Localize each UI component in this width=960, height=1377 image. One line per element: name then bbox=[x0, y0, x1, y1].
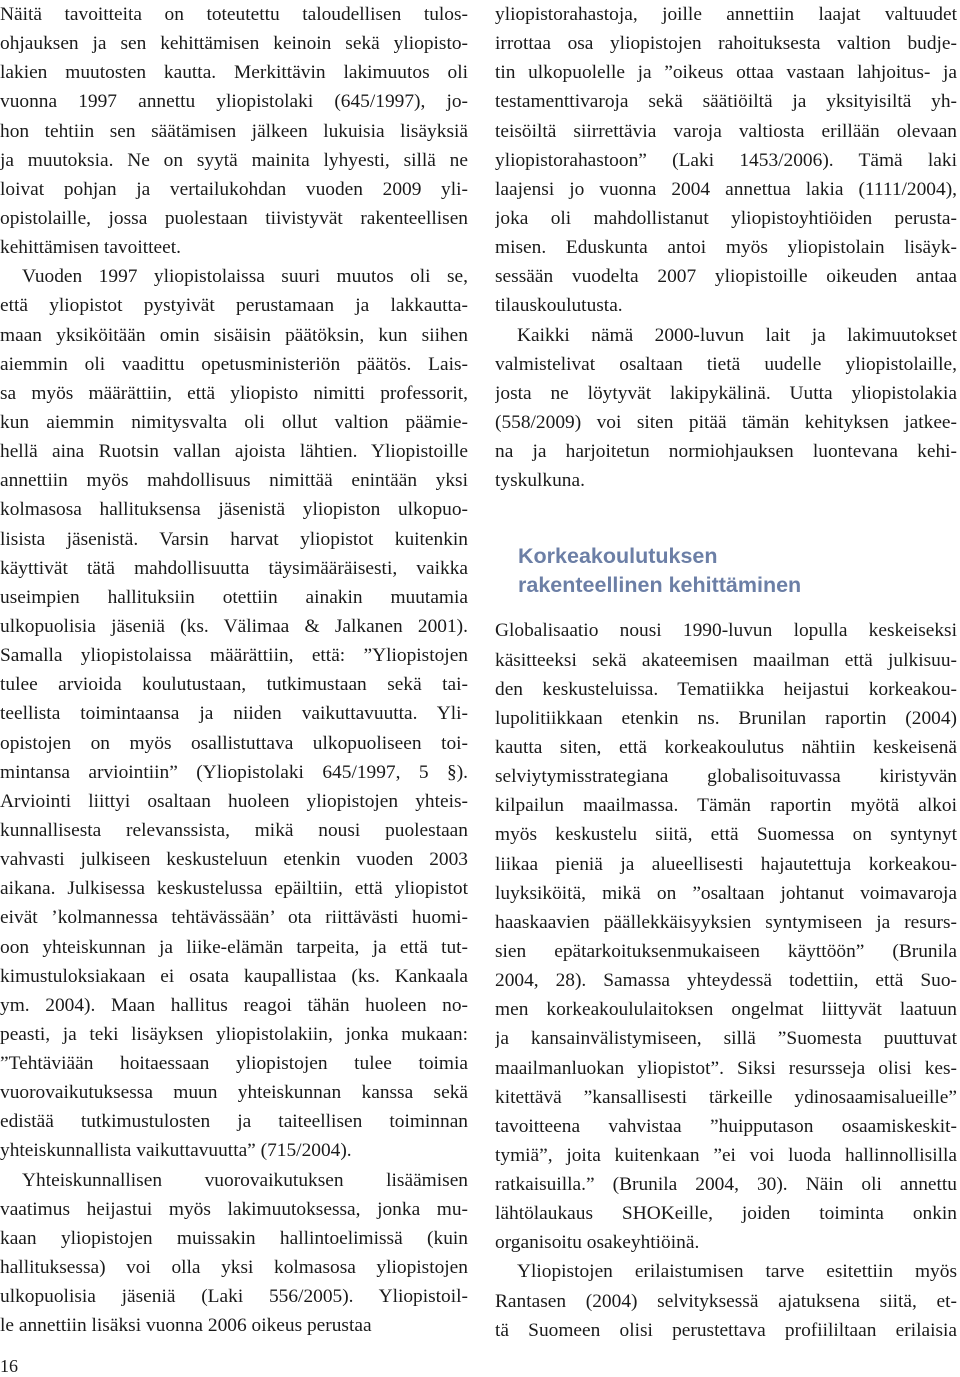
text-line: kimustuloksiakaan ei osata kaupallistaa (ks. Kankaala bbox=[0, 965, 468, 987]
text-line: Rantasen (2004) selvityksessä ajatuksena siitä, et- bbox=[495, 1290, 957, 1312]
text-line: tymiä”, joita kuitenkaan ”ei voi luoda hallinnollisilla bbox=[495, 1144, 957, 1166]
text-line: edistää tutkimustulosten ja taiteellisen toiminnan bbox=[0, 1111, 468, 1133]
text-line: yliopistorahastoon” (Laki 1453/2006). Tämä laki bbox=[495, 149, 957, 171]
text-line: kaan yliopistojen muissakin hallintoelimissä (kuin bbox=[0, 1227, 468, 1249]
text-line: (558/2009) voi siten pitää tämän kehityksen jatkee- bbox=[495, 411, 957, 433]
page-number: 16 bbox=[0, 1356, 18, 1376]
text-line: tilauskoulutusta. bbox=[495, 295, 623, 317]
text-line: men korkeakoululaitoksen ongelmat liittyvät laatuun bbox=[495, 999, 957, 1021]
left-column bbox=[0, 0, 468, 1340]
section-heading-line-2: rakenteellinen kehittäminen bbox=[518, 573, 802, 598]
text-line: yhteiskunnallista vaikuttavuutta” (715/2004). bbox=[0, 1140, 352, 1162]
text-line: myös keskustelu siitä, että Suomessa on syntynyt bbox=[495, 824, 957, 846]
text-line: kun aiemmin nimitysvalta oli ollut valtion päämie- bbox=[0, 411, 468, 433]
text-line: yliopistorahastoja, joille annettiin laajat valtuudet bbox=[495, 4, 957, 25]
text-line: kautta siten, että korkeakoulutus nähtiin keskeisenä bbox=[495, 736, 957, 758]
text-line: ja muutoksia. Ne on syytä mainita lyhyesti, sillä ne bbox=[0, 149, 468, 171]
text-line: teisöiltä siirrettävia varoja valtiosta erillään olevaan bbox=[495, 120, 957, 142]
text-line: sa myös määrättiin, että yliopisto nimitti professorit, bbox=[0, 382, 468, 404]
text-line: annettiin myös mahdollisuus nimittää enintään yksi bbox=[0, 470, 468, 492]
heading-spacer bbox=[495, 600, 957, 616]
text-line: lähtölaukaus SHOKeille, joiden toiminta onkin bbox=[495, 1203, 957, 1225]
text-line: lupolitiikkaan etenkin ns. Brunilan raportin (2004) bbox=[495, 707, 957, 729]
text-line: josta ne löytyvät lakipykälinä. Uutta yliopistolakia bbox=[495, 382, 957, 404]
text-line: Näitä tavoitteita on toteutettu taloudellisen tulos- bbox=[0, 4, 468, 25]
text-line: selviytymisstrategiana globalisoituvassa kiristyvän bbox=[495, 766, 957, 788]
right-column bbox=[495, 0, 957, 1345]
text-line: kunnallisesta relevanssista, mikä nousi puolestaan bbox=[0, 819, 468, 841]
text-line: ym. 2004). Maan hallitus reagoi tähän huoleen no- bbox=[0, 994, 468, 1016]
text-line: vaatimus heijastui myös lakimuutoksessa, jonka mu- bbox=[0, 1198, 468, 1220]
text-line: na ja harjoitetun normiohjauksen luontevana kehi- bbox=[495, 441, 957, 463]
text-line: tä Suomeen olisi perustettava profiililtaan erilaisia bbox=[495, 1319, 957, 1341]
paragraph-first-line: Yliopistojen erilaistumisen tarve esitettiin myös bbox=[517, 1261, 957, 1283]
text-line: luyksiköitä, mikä on ”osaltaan johtanut voimavaroja bbox=[495, 882, 957, 904]
text-line: maailmanluokan yliopistot”. Siksi resursseja olisi kes- bbox=[495, 1057, 957, 1079]
heading-spacer bbox=[495, 495, 957, 542]
text-line: eivät ’kolmannessa tehtävässään’ ota riittävästi huomi- bbox=[0, 907, 468, 929]
text-line: 2004, 28). Samassa yhteydessä todettiin, että Suo- bbox=[495, 970, 957, 992]
text-line: että yliopistot pystyivät perustamaan ja lakkautta- bbox=[0, 295, 468, 317]
text-line: peasti, ja teki lisäyksen yliopistolakiin, jonka mukaan: bbox=[0, 1023, 468, 1045]
text-line: hon tehtiin sen säätämisen jälkeen lukuisia lisäyksiä bbox=[0, 120, 468, 142]
text-line: aikana. Julkisessa keskustelussa epäiltiin, että yliopistot bbox=[0, 878, 468, 900]
paragraph-first-line: Vuoden 1997 yliopistolaissa suuri muutos oli se, bbox=[22, 266, 468, 288]
text-line: liikaa pieniä ja alueellisesti hajautettuja korkeakou- bbox=[495, 853, 957, 875]
text-line: ratkaisuilla.” (Brunila 2004, 30). Näin oli annettu bbox=[495, 1174, 957, 1196]
text-line: kitettävä ”kansallisesti tärkeille ydinosaamisalueille” bbox=[495, 1086, 957, 1108]
text-line: maan yksiköitään omin sisäisin päätöksin, kun siihen bbox=[0, 324, 468, 346]
text-line: Arviointi liittyi osaltaan huoleen yliopistojen yhteis- bbox=[0, 790, 468, 812]
text-line: tyskulkuna. bbox=[495, 470, 585, 492]
text-line: opistojen on myös osallistuttava ulkopuoliseen toi- bbox=[0, 732, 468, 754]
text-line: testamenttivaroja sekä säätiöiltä ja yksityisiltä yh- bbox=[495, 91, 957, 113]
text-line: Samalla yliopistolaissa määrättiin, että: ”Yliopistojen bbox=[0, 645, 468, 667]
text-line: vuorovaikutuksessa muun yhteiskunnan kanssa sekä bbox=[0, 1082, 468, 1104]
text-line: lakien muutosten kautta. Merkittävin lakimuutos oli bbox=[0, 62, 468, 84]
text-line: sien epätarkoituksenmukaiseen käyttöön” (Brunila bbox=[495, 940, 957, 962]
text-line: oon yhteiskunnan ja liike-elämän tarpeita, ja että tut- bbox=[0, 936, 468, 958]
text-line: lisista jäsenistä. Varsin harvat yliopistot kuitenkin bbox=[0, 528, 468, 550]
text-line: tulee arvioida koulutustaan, tutkimustaan sekä tai- bbox=[0, 674, 468, 696]
text-line: organisoitu osakeyhtiöinä. bbox=[495, 1232, 700, 1254]
text-line: opistolaille, jossa puolestaan tiivistyvät rakenteellisen bbox=[0, 207, 468, 229]
text-line: hellä aina Ruotsin vallan ajoista lähtien. Yliopistoille bbox=[0, 441, 468, 463]
text-line: le annettiin lisäksi vuonna 2006 oikeus perustaa bbox=[0, 1315, 372, 1337]
text-line: ulkopuolisia jäseniä (Laki 556/2005). Yliopistoil- bbox=[0, 1286, 468, 1308]
text-line: kehittämisen tavoitteet. bbox=[0, 237, 181, 259]
text-line: joka oli mahdollistanut yliopistoyhtiöiden perusta- bbox=[495, 207, 957, 229]
text-line: haaskaavien päällekkäisyyksien syntymiseen ja resurs- bbox=[495, 911, 957, 933]
text-line: mintansa arviointiin” (Yliopistolaki 645/1997, 5 §). bbox=[0, 761, 468, 783]
text-line: käsitteeksi sekä akateemisen maailman että julkisuu- bbox=[495, 649, 957, 671]
text-line: teellista toimintaansa ja niiden vaikuttavuutta. Yli- bbox=[0, 703, 468, 725]
text-line: loivat pohjan ja vertailukohdan vuoden 2009 yli- bbox=[0, 178, 468, 200]
text-line: käyttivät tätä mahdollisuutta täysimääräisesti, vaikka bbox=[0, 557, 468, 579]
text-line: tin ulkopuolelle ja ”oikeus ottaa vastaan lahjoitus- ja bbox=[495, 62, 957, 84]
text-line: hallituksessa) voi olla yksi kolmasosa yliopistojen bbox=[0, 1257, 468, 1279]
paragraph-first-line: Yhteiskunnallisen vuorovaikutuksen lisäämisen bbox=[22, 1169, 468, 1191]
text-line: tavoitteena vahvistaa ”huipputason osaamiskeskit- bbox=[495, 1115, 957, 1137]
text-line: Globalisaatio nousi 1990-luvun lopulla keskeiseksi bbox=[495, 620, 957, 642]
text-line: aiemmin oli vaadittu opetusministeriön päätös. Lais- bbox=[0, 353, 468, 375]
text-line: misen. Eduskunta antoi myös yliopistolain lisäyk- bbox=[495, 237, 957, 259]
text-line: useimpien hallituksiin otettiin ainakin muutamia bbox=[0, 586, 468, 608]
text-line: sessään vuodelta 2007 yliopistoille oikeuden antaa bbox=[495, 266, 957, 288]
paragraph-first-line: Kaikki nämä 2000-luvun lait ja lakimuutokset bbox=[517, 324, 957, 346]
text-line: laajensi jo vuonna 2004 annettua lakia (1111/2004), bbox=[495, 178, 957, 200]
text-line: ohjauksen ja sen kehittämisen keinoin sekä yliopisto- bbox=[0, 33, 468, 55]
text-line: vuonna 1997 annettu yliopistolaki (645/1997), jo- bbox=[0, 91, 468, 113]
text-line: ”Tehtäviään hoitaessaan yliopistojen tulee toimia bbox=[0, 1053, 468, 1075]
text-line: kilpailun maailmassa. Tämän raportin myötä alkoi bbox=[495, 795, 957, 817]
text-line: vahvasti julkiseen keskusteluun etenkin vuoden 2003 bbox=[0, 849, 468, 871]
text-line: ulkopuolisia jäseniä (ks. Välimaa & Jalkanen 2001). bbox=[0, 615, 468, 637]
text-line: den keskusteluissa. Tematiikka heijastui korkeakou- bbox=[495, 678, 957, 700]
section-heading-line-1: Korkeakoulutuksen bbox=[518, 544, 718, 569]
text-line: irrottaa osa yliopistojen rahoituksesta valtion budje- bbox=[495, 33, 957, 55]
text-line: ja kansainvälistymiseen, sillä ”Suomesta puuttuvat bbox=[495, 1028, 957, 1050]
text-line: valmistelivat osaltaan tietä uudelle yliopistolaille, bbox=[495, 353, 957, 375]
text-line: kolmasosa hallituksensa jäsenistä yliopiston ulkopuo- bbox=[0, 499, 468, 521]
